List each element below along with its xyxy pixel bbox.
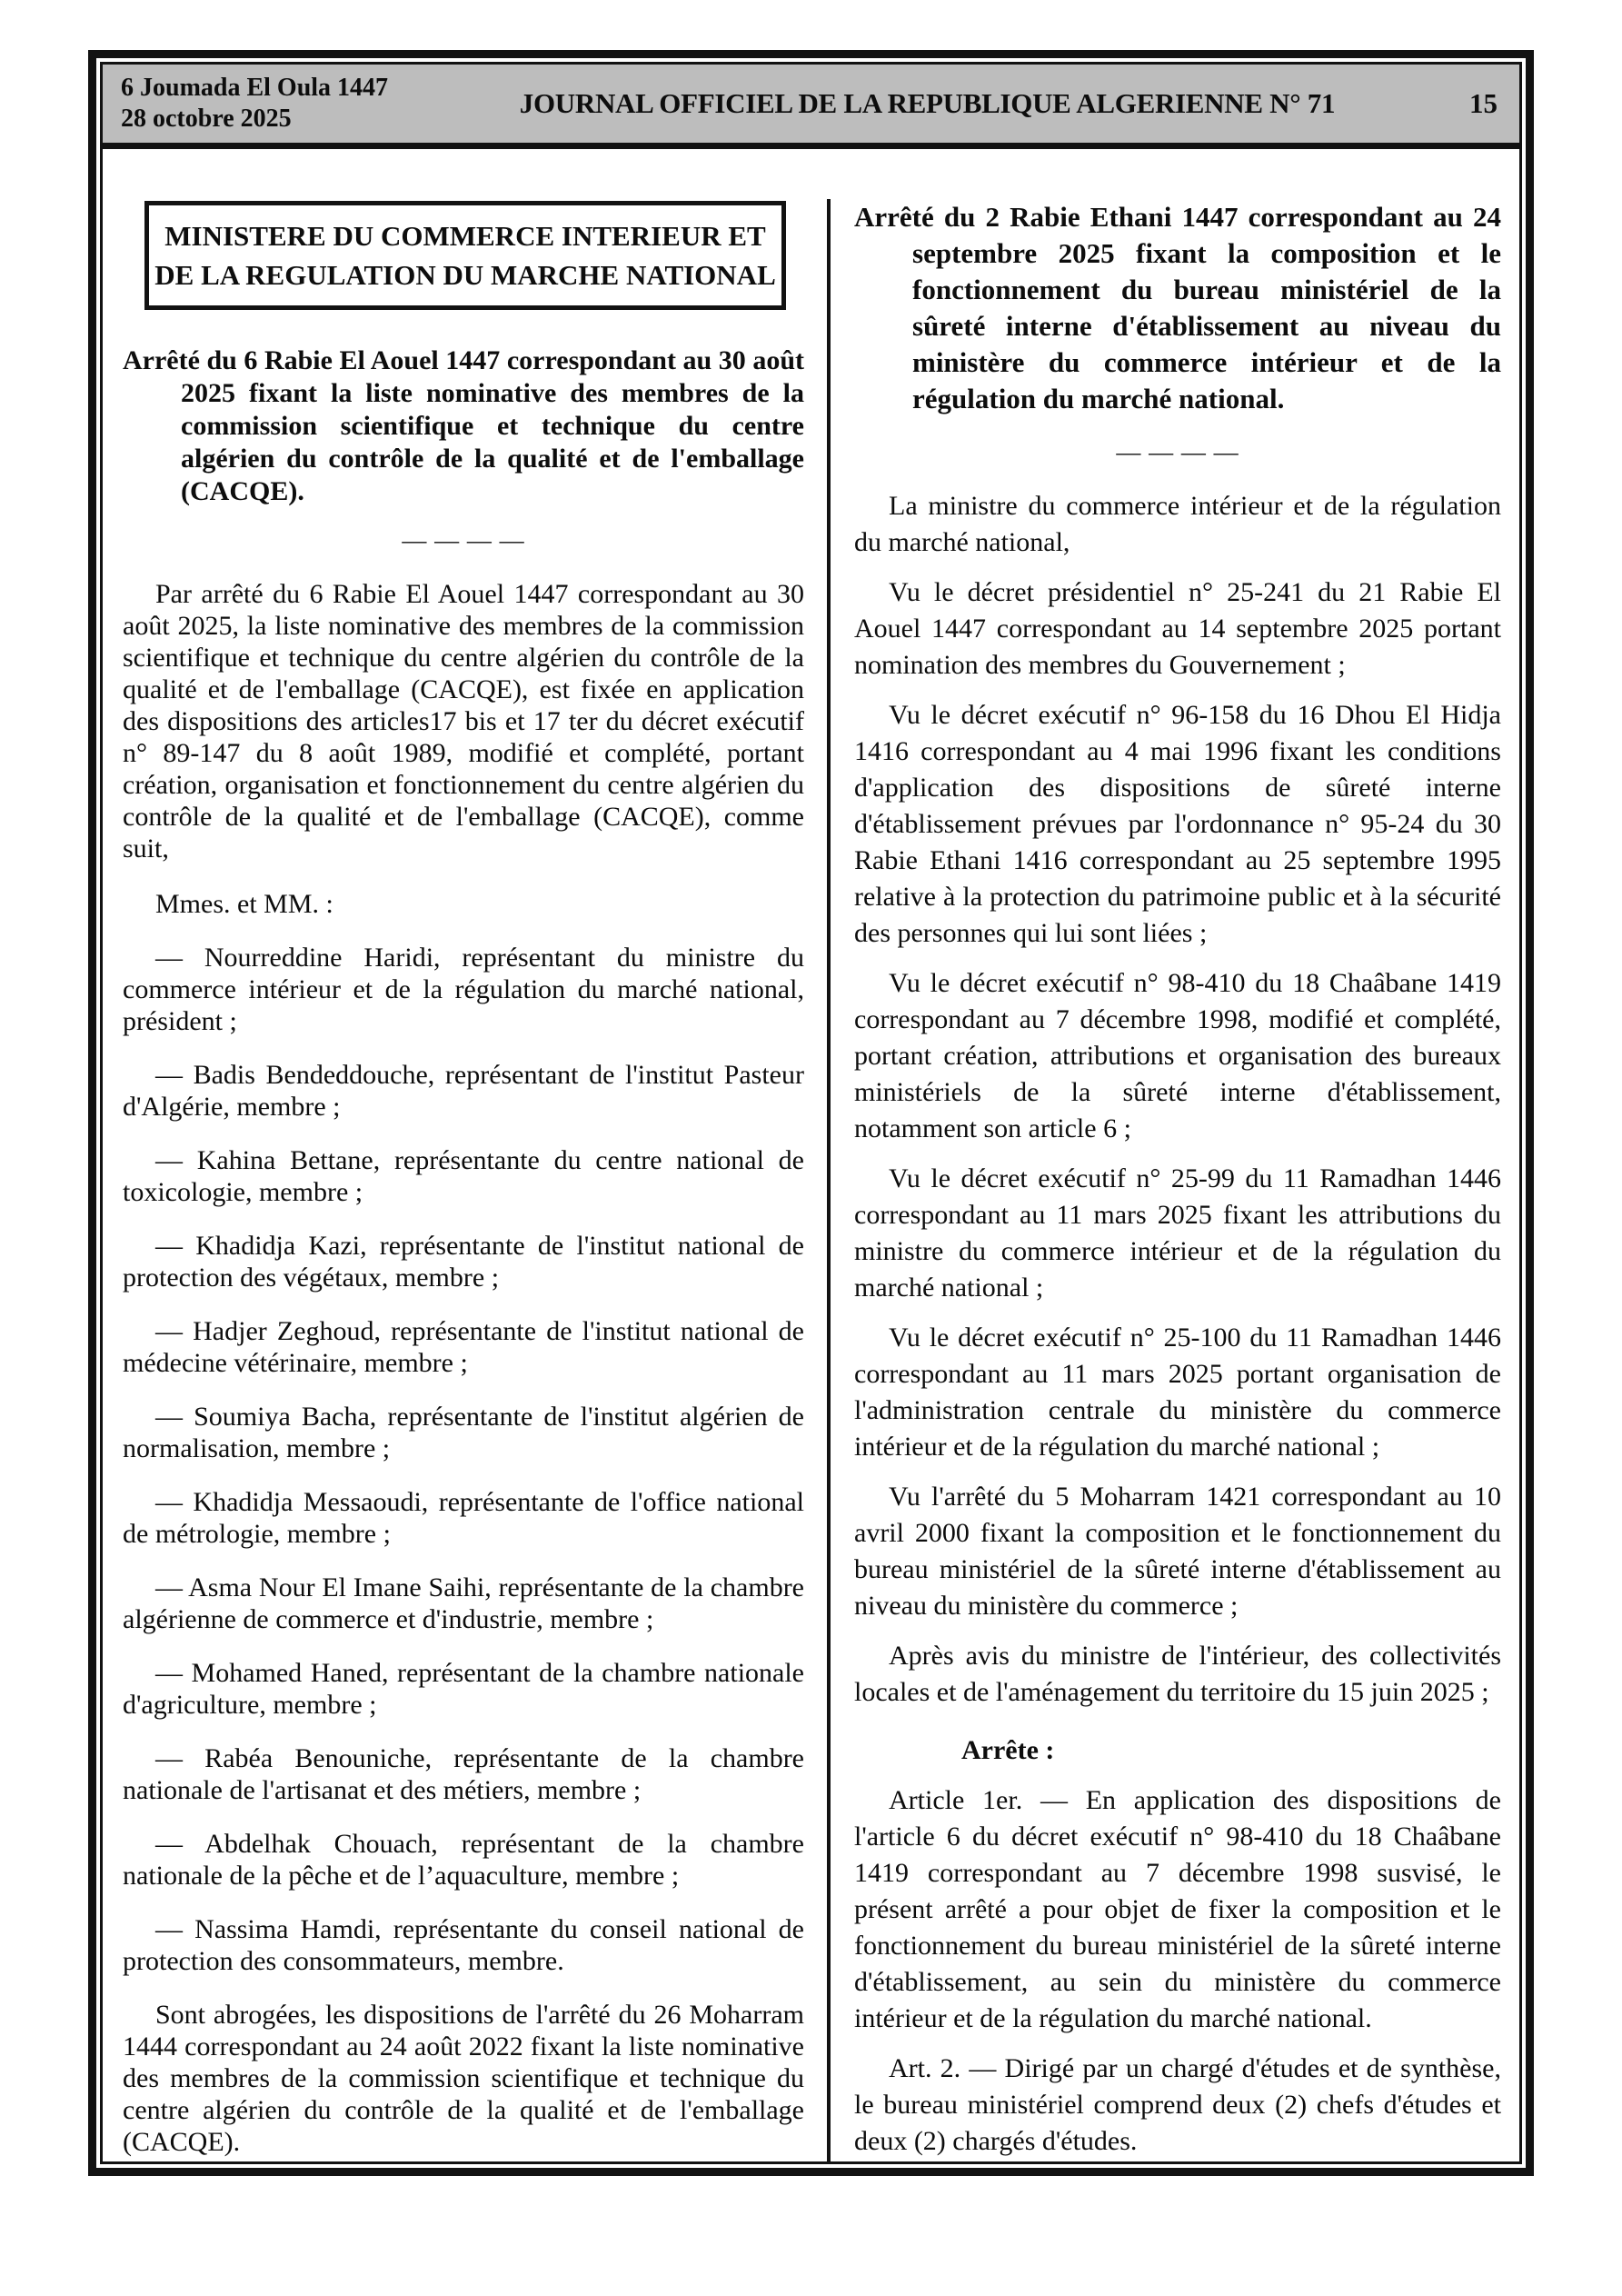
page-frame — [88, 50, 1534, 2176]
member-item: — Nassima Hamdi, représentante du conseil national de protection des consommateurs, membre. — [123, 1914, 804, 1976]
member-item: — Mohamed Haned, représentant de la chambre nationale d'agriculture, membre ; — [123, 1658, 804, 1720]
recital-paragraph: Vu le décret présidentiel n° 25-241 du 21 Rabie El Aouel 1447 correspondant au 14 septembre 2025 portant nomination des membres du Gouvernement ; — [854, 577, 1501, 680]
header-bar — [103, 65, 1519, 149]
dash-separator-right: — — — — — [1116, 438, 1239, 465]
page-number: 15 — [1469, 87, 1498, 119]
intro-paragraph: Par arrêté du 6 Rabie El Aouel 1447 correspondant au 30 août 2025, la liste nominative des membres de la commission scientifique et technique du centre algérien du contrôle de la qualité et de l'emballage (CACQE), est fixée en application des dispositions des articles17 bis et 17 ter du décret exécutif n° 89-147 du 8 août 1989, modifié et complété, portant création, organisation et fonctionnement du centre algérien du contrôle de la qualité et de l'emballage (CACQE), comme suit, — [123, 579, 804, 863]
arrete-title-left: Arrêté du 6 Rabie El Aouel 1447 correspondant au 30 août 2025 fixant la liste nominative des membres de la commission scientifique et technique du centre algérien du contrôle de la qualité et de l'emballage (CACQE). — [123, 345, 804, 506]
recital-paragraph: Vu le décret exécutif n° 98-410 du 18 Chaâbane 1419 correspondant au 7 décembre 1998, modifié et complété, portant création, attributions et organisation des bureaux ministériels de la sûreté interne d'établissement, notamment son article 6 ; — [854, 968, 1501, 1143]
right-column — [831, 149, 1519, 2161]
recital-paragraph: Vu le décret exécutif n° 25-100 du 11 Ramadhan 1446 correspondant au 11 mars 2025 portant organisation de l'administration centrale du ministère du commerce intérieur et de la régulation du marché national ; — [854, 1323, 1501, 1462]
member-item: — Abdelhak Chouach, représentant de la chambre nationale de la pêche et de l’aquaculture, membre ; — [123, 1829, 804, 1891]
member-item: — Soumiya Bacha, représentante de l'institut algérien de normalisation, membre ; — [123, 1402, 804, 1463]
inner-frame — [100, 62, 1522, 2164]
ministry-box: MINISTERE DU COMMERCE INTERIEUR ET DE LA REGULATION DU MARCHE NATIONAL — [144, 201, 786, 310]
left-column — [103, 149, 827, 2161]
member-item: — Kahina Bettane, représentante du centre national de toxicologie, membre ; — [123, 1145, 804, 1207]
member-item: — Nourreddine Haridi, représentant du ministre du commerce intérieur et de la régulation du marché national, président ; — [123, 943, 804, 1036]
member-item: — Khadidja Messaoudi, représentante de l'office national de métrologie, membre ; — [123, 1487, 804, 1549]
header-date-hijri: 6 Joumada El Oula 1447 — [121, 74, 389, 102]
member-item: — Khadidja Kazi, représentante de l'institut national de protection des végétaux, membre ; — [123, 1231, 804, 1293]
salutation: Mmes. et MM. : — [155, 889, 333, 919]
recital-paragraph: La ministre du commerce intérieur et de la régulation du marché national, — [854, 491, 1501, 557]
journal-title: JOURNAL OFFICIEL DE LA REPUBLIQUE ALGERIENNE N° 71 — [519, 87, 1336, 119]
recital-paragraph: Après avis du ministre de l'intérieur, des collectivités locales et de l'aménagement du territoire du 15 juin 2025 ; — [854, 1641, 1501, 1707]
recital-paragraph: Vu le décret exécutif n° 96-158 du 16 Dhou El Hidja 1416 correspondant au 4 mai 1996 fixant les conditions d'application des dispositions de sûreté interne d'établissement prévues par l'ordonnance n° 95-24 du 30 Rabie Ethani 1416 correspondant au 25 septembre 1995 relative à la protection du patrimoine public et à la sécurité des personnes qui lui sont liées ; — [854, 700, 1501, 948]
arrete-title-right: Arrêté du 2 Rabie Ethani 1447 correspondant au 24 septembre 2025 fixant la composition et le fonctionnement du bureau ministériel de la sûreté interne d'établissement au niveau du ministère du commerce intérieur et de la régulation du marché national. — [854, 201, 1501, 414]
member-item: — Asma Nour El Imane Saihi, représentante de la chambre algérienne de commerce et d'industrie, membre ; — [123, 1572, 804, 1634]
member-item: — Rabéa Benouniche, représentante de la chambre nationale de l'artisanat et des métiers, membre ; — [123, 1743, 804, 1805]
recital-paragraph: Vu le décret exécutif n° 25-99 du 11 Ramadhan 1446 correspondant au 11 mars 2025 fixant les attributions du ministre du commerce intérieur et de la régulation du marché national ; — [854, 1163, 1501, 1303]
header-date — [121, 73, 421, 135]
article-paragraph: Art. 2. — Dirigé par un chargé d'études et de synthèse, le bureau ministériel comprend deux (2) chefs d'études et deux (2) chargés d'études. — [854, 2053, 1501, 2156]
content-columns — [103, 149, 1519, 2161]
recital-paragraph: Vu l'arrêté du 5 Moharram 1421 correspondant au 10 avril 2000 fixant la composition et le fonctionnement du bureau ministériel de la sûreté interne d'établissement au niveau du ministère du commerce ; — [854, 1482, 1501, 1621]
arrete-label: Arrête : — [961, 1735, 1055, 1765]
member-item: — Badis Bendeddouche, représentant de l'institut Pasteur d'Algérie, membre ; — [123, 1060, 804, 1122]
article-paragraph: Article 1er. — En application des dispositions de l'article 6 du décret exécutif n° 98-410 du 18 Chaâbane 1419 correspondant au 7 décembre 1998 susvisé, le présent arrêté a pour objet de fixer la composition et le fonctionnement du bureau ministériel de la sûreté interne d'établissement, au sein du ministère du commerce intérieur et de la régulation du marché national. — [854, 1785, 1501, 2033]
abrogation-paragraph: Sont abrogées, les dispositions de l'arrêté du 26 Moharram 1444 correspondant au 24 août 2022 fixant la liste nominative des membres de la commission scientifique et technique du centre algérien du contrôle de la qualité et de l'emballage (CACQE). — [123, 2000, 804, 2157]
member-item: — Hadjer Zeghoud, représentante de l'institut national de médecine vétérinaire, membre ; — [123, 1316, 804, 1378]
dash-separator-left: — — — — — [402, 526, 525, 554]
header-date-gregorian: 28 octobre 2025 — [121, 105, 292, 133]
